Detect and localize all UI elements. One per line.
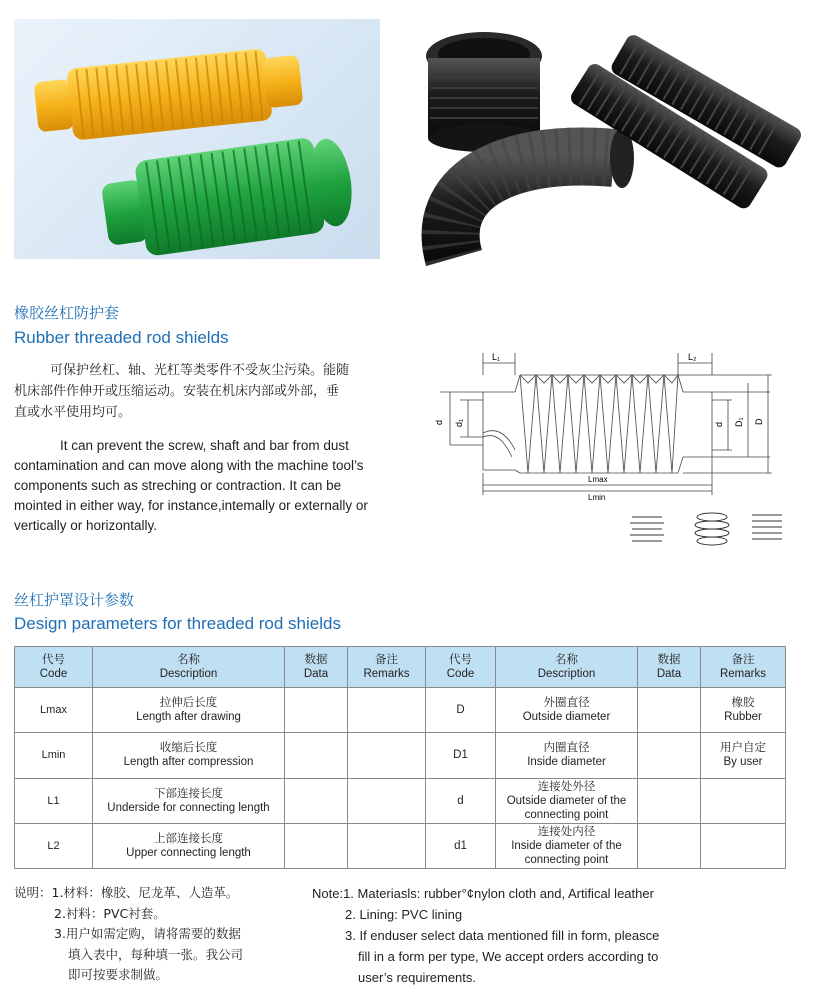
product-photo-colored — [14, 19, 380, 259]
label-d-left: d — [434, 419, 444, 425]
code-cell: L2 — [15, 823, 93, 868]
remarks-cell[interactable] — [701, 778, 786, 823]
desc-en-line: mointed in either way, for instance,intemally or externally or — [14, 498, 368, 513]
table-row — [15, 823, 786, 868]
intro-title-en: Rubber threaded rod shields — [14, 328, 229, 347]
design-title-en: Design parameters for threaded rod shields — [14, 614, 341, 633]
design-title-zh: 丝杠护罩设计参数 — [14, 591, 135, 609]
remarks-cell: 橡胶 Rubber — [701, 688, 786, 733]
notes-en — [312, 883, 792, 988]
remarks-cell[interactable] — [348, 733, 426, 778]
product-photo-black — [414, 18, 804, 278]
remarks-cell[interactable] — [348, 688, 426, 733]
header-remarks: 备注 Remarks — [348, 647, 426, 688]
desc-en-line: vertically or horizontally. — [14, 518, 158, 533]
data-cell[interactable] — [638, 688, 701, 733]
description-cell: 上部连接长度 Upper connecting length — [93, 823, 285, 868]
intro-desc-zh — [14, 360, 394, 423]
label-D1: D₁ — [734, 417, 744, 427]
description-cell: 收缩后长度 Length after compression — [93, 733, 285, 778]
description-cell: 拉伸后长度 Length after drawing — [93, 688, 285, 733]
header-data: 数据 Data — [638, 647, 701, 688]
description-cell: 连接处外径 Outside diameter of the connecting point — [496, 778, 638, 823]
label-L1: L₁ — [492, 352, 501, 362]
data-cell[interactable] — [285, 778, 348, 823]
code-cell: D1 — [426, 733, 496, 778]
remarks-cell[interactable] — [348, 778, 426, 823]
code-cell: Lmin — [15, 733, 93, 778]
note-zh-line: 3.用户如需定购，请将需要的数据 — [54, 926, 241, 941]
table-row — [15, 778, 786, 823]
desc-zh-line: 机床部件作伸开或压缩运动。安装在机床内部或外部，垂 — [14, 384, 340, 399]
note-en-line: 3. If enduser select data mentioned fill in form, pleasce — [345, 928, 660, 943]
header-code: 代号 Code — [426, 647, 496, 688]
description-cell: 内圈直径 Inside diameter — [496, 733, 638, 778]
data-cell[interactable] — [638, 733, 701, 778]
code-cell: d — [426, 778, 496, 823]
note-en-line: Note:1. Materiasls: rubber°¢nylon cloth and, Artifical leather — [312, 886, 654, 901]
remarks-cell[interactable] — [348, 823, 426, 868]
label-d1-left: d₁ — [454, 418, 464, 427]
desc-en-line: contamination and can move along with the machine tool’s — [14, 458, 364, 473]
label-L2: L₂ — [688, 352, 697, 362]
description-cell: 外圈直径 Outside diameter — [496, 688, 638, 733]
header-description: 名称 Description — [496, 647, 638, 688]
code-cell: Lmax — [15, 688, 93, 733]
note-zh-line: 说明：1.材料：橡胶、尼龙革、人造革。 — [14, 885, 239, 900]
notes-zh — [14, 883, 304, 986]
description-cell: 连接处内径 Inside diameter of the connecting point — [496, 823, 638, 868]
header-remarks: 备注 Remarks — [701, 647, 786, 688]
desc-en-line: It can prevent the screw, shaft and bar from dust — [60, 438, 349, 453]
note-zh-line: 填入表中，每种填一张。我公司 — [68, 946, 244, 962]
data-cell[interactable] — [638, 823, 701, 868]
intro-title-zh: 橡胶丝杠防护套 — [14, 304, 120, 322]
code-cell: L1 — [15, 778, 93, 823]
data-cell[interactable] — [285, 733, 348, 778]
header-data: 数据 Data — [285, 647, 348, 688]
label-Lmax: Lmax — [588, 475, 608, 484]
code-cell: D — [426, 688, 496, 733]
note-en-line: fill in a form per type, We accept orders according to — [358, 949, 659, 964]
intro-desc-en — [14, 436, 399, 536]
parameters-table — [14, 646, 786, 869]
remarks-cell: 用户自定 By user — [701, 733, 786, 778]
technical-drawing — [420, 345, 800, 555]
label-Lmin: Lmin — [588, 493, 606, 502]
data-cell[interactable] — [638, 778, 701, 823]
desc-zh-line: 直或水平使用均可。 — [14, 405, 132, 420]
note-en-line: user’s requirements. — [358, 970, 477, 985]
code-cell: d1 — [426, 823, 496, 868]
note-en-line: 2. Lining: PVC lining — [345, 907, 463, 922]
header-code: 代号 Code — [15, 647, 93, 688]
desc-zh-line: 可保护丝杠、轴、光杠等类零件不受灰尘污染。能随 — [50, 363, 350, 378]
table-header-row — [15, 647, 786, 688]
description-cell: 下部连接长度 Underside for connecting length — [93, 778, 285, 823]
desc-en-line: components such as streching or contraction. It can be — [14, 478, 342, 493]
green-bellow — [98, 132, 357, 259]
profile-icons — [630, 513, 782, 545]
note-zh-line: 2.衬料：PVC衬套。 — [54, 905, 166, 921]
data-cell[interactable] — [285, 823, 348, 868]
label-D: D — [754, 418, 764, 425]
label-d-right: d — [714, 421, 724, 427]
table-row — [15, 688, 786, 733]
data-cell[interactable] — [285, 688, 348, 733]
remarks-cell[interactable] — [701, 823, 786, 868]
header-description: 名称 Description — [93, 647, 285, 688]
note-zh-line: 即可按要求制做。 — [68, 967, 169, 982]
table-row — [15, 733, 786, 778]
yellow-bellow — [33, 45, 305, 144]
